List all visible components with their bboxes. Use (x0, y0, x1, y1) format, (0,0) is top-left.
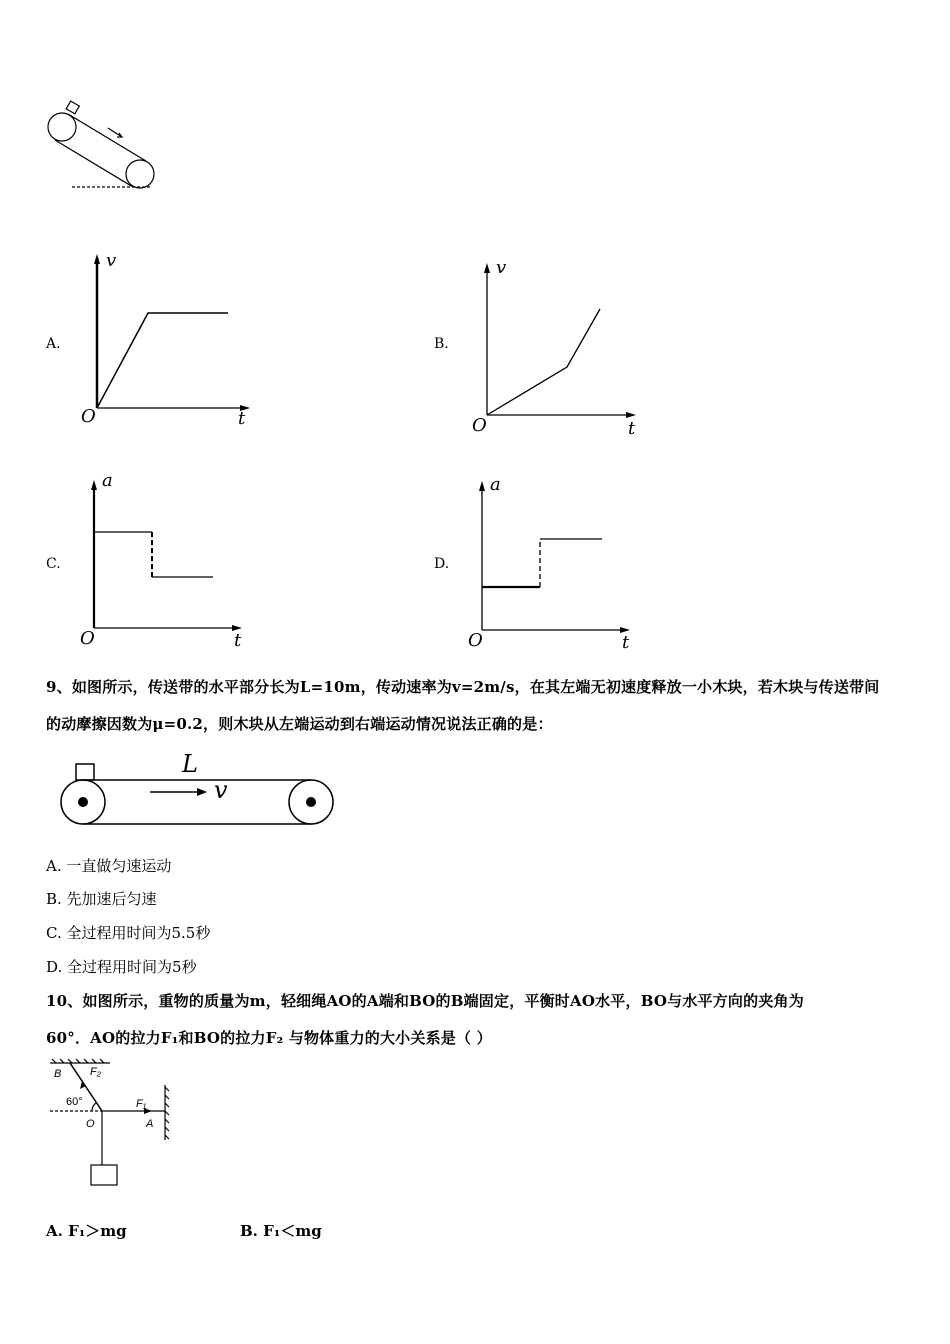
q9-choice-a[interactable]: A. 一直做匀速运动 (46, 857, 172, 875)
label-f2: F₂ (90, 1066, 101, 1078)
graph-c-label: C. (46, 556, 61, 572)
inclined-belt-drawing (48, 101, 154, 188)
graph-d-label: D. (434, 556, 450, 572)
q9-choice-d[interactable]: D. 全过程用时间为5秒 (46, 958, 197, 976)
label-f1: F₁ (136, 1098, 147, 1110)
graph-b-y-axis-label: v (496, 257, 507, 278)
q10-line-2: 60°．AO的拉力F₁和BO的拉力F₂ 与物体重力的大小关系是（ ） (46, 1029, 492, 1047)
q10-choice-a[interactable]: A. F₁＞mg (46, 1222, 127, 1240)
graph-c-x-axis-label: t (234, 630, 242, 651)
label-o: O (86, 1118, 95, 1130)
graph-a-label: A. (46, 336, 61, 352)
graph-b-label: B. (434, 336, 449, 352)
label-a: A (146, 1118, 154, 1130)
graph-a-y-axis-label: v (106, 250, 117, 271)
graph-d-y-axis-label: a (490, 474, 501, 495)
q9-line-1: 9、如图所示，传送带的水平部分长为L=10m，传动速率为v=2m/s，在其左端无初速度释放一小木块，若木块与传送带间 (46, 678, 880, 696)
q10-line-1: 10、如图所示，重物的质量为m，轻细绳AO的A端和BO的B端固定，平衡时AO水平，BO与水平方向的夹角为 (46, 992, 804, 1010)
label-b: B (54, 1068, 62, 1080)
graph-d (466, 475, 666, 655)
graph-d-x-axis-label: t (622, 632, 630, 653)
graph-c-origin-label: O (80, 628, 95, 649)
graph-b-x-axis-label: t (628, 418, 636, 439)
horizontal-belt-figure (55, 760, 355, 840)
q9-choice-c[interactable]: C. 全过程用时间为5.5秒 (46, 924, 211, 942)
graph-a-x-axis-label: t (238, 408, 246, 429)
rope-force-figure (40, 1055, 200, 1195)
graph-b (470, 255, 670, 445)
graph-c-y-axis-label: a (102, 470, 113, 491)
q9-line-2: 的动摩擦因数为μ=0.2，则木块从左端运动到右端运动情况说法正确的是： (46, 715, 553, 733)
graph-a (80, 250, 280, 440)
belt-length-label: L (182, 750, 198, 778)
belt-velocity-label: v (214, 776, 228, 804)
graph-d-origin-label: O (468, 630, 483, 651)
graph-a-origin-label: O (81, 406, 96, 427)
label-angle: 60° (66, 1096, 83, 1108)
q10-choice-b[interactable]: B. F₁＜mg (240, 1222, 322, 1240)
graph-c (78, 472, 278, 652)
q9-choice-b[interactable]: B. 先加速后匀速 (46, 890, 157, 908)
graph-b-origin-label: O (472, 415, 487, 436)
